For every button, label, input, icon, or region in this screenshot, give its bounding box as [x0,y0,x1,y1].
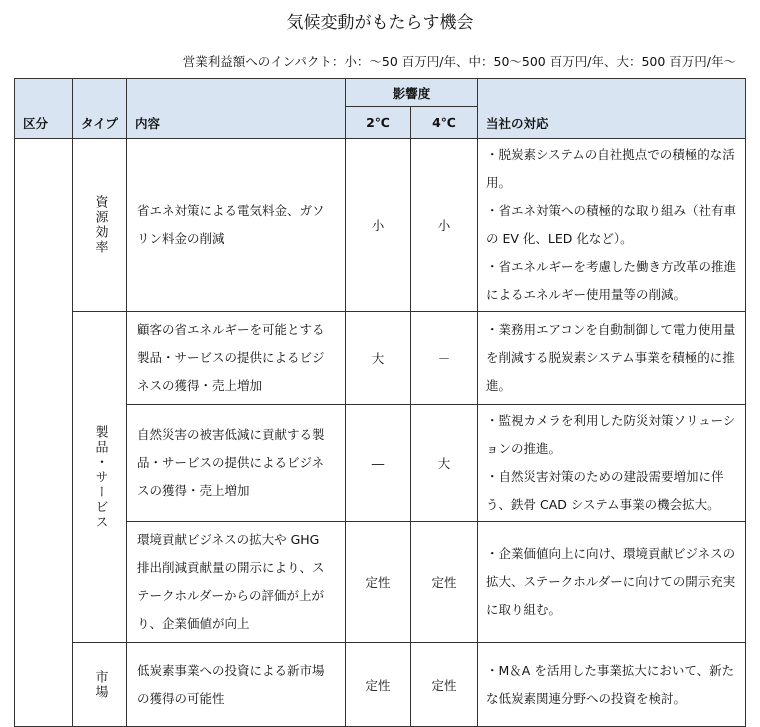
response-item: ・企業価値向上に向け、環境貢献ビジネスの拡大、ステークホルダーに向けての開示充実に取り組む。 [486,546,736,617]
response-cell [478,405,746,522]
content-cell: 自然災害の被害低減に貢献する製品・サービスの提供によるビジネスの獲得・売上増加 [127,405,346,522]
header-impact: 影響度 [346,79,478,107]
type-cell-products [73,312,127,643]
type-label: 製品・サービス [92,424,108,530]
page-title: 気候変動がもたらす機会 [286,13,474,33]
response-item: ・脱炭素システムの自社拠点での積極的な活用。 [486,147,735,190]
response-cell [478,522,746,643]
impact-2c: 定性 [346,643,411,727]
impact-4c: 小 [411,139,478,312]
category-cell [15,139,73,727]
response-cell [478,139,746,312]
content-cell: 環境貢献ビジネスの拡大や GHG 排出削減貢献量の開示により、ステークホルダーからの評価が上がり、企業価値が向上 [127,522,346,643]
impact-2c: 定性 [346,522,411,643]
response-item: ・省エネルギーを考慮した働き方改革の推進によるエネルギー使用量等の削減。 [486,259,737,302]
type-label: 市場 [92,669,108,700]
content-cell: 省エネ対策による電気料金、ガソリン料金の削減 [127,139,346,312]
header-response: 当社の対応 [478,79,746,139]
response-item: ・監視カメラを利用した防災対策ソリューションの推進。 [486,413,736,456]
header-type: タイプ [73,79,127,139]
header-4c: 4℃ [411,107,478,139]
response-item: ・業務用エアコンを自動制御して電力使用量を削減する脱炭素システム事業を積極的に推進。 [486,322,736,393]
response-cell [478,643,746,727]
response-cell [478,312,746,405]
type-label: 資源効率 [92,195,108,255]
response-item: ・自然災害対策のための建設需要増加に伴う、鉄骨 CAD システム事業の機会拡大。 [486,469,724,512]
table-row [15,312,746,405]
impact-4c: 大 [411,405,478,522]
impact-4c: － [411,312,478,405]
type-cell-market [73,643,127,727]
type-cell-resource [73,139,127,312]
header-content: 内容 [127,79,346,139]
impact-2c: ― [346,405,411,522]
response-item: ・M＆A を活用した事業拡大において、新たな低炭素関連分野への投資を検討。 [486,662,735,706]
impact-2c: 大 [346,312,411,405]
impact-4c: 定性 [411,643,478,727]
header-2c: 2℃ [346,107,411,139]
impact-4c: 定性 [411,522,478,643]
response-item: ・省エネ対策への積極的な取り組み（社有車の EV 化、LED 化など）。 [486,203,737,246]
content-cell: 顧客の省エネルギーを可能とする製品・サービスの提供によるビジネスの獲得・売上増加 [127,312,346,405]
impact-2c: 小 [346,139,411,312]
content-cell: 低炭素事業への投資による新市場の獲得の可能性 [127,643,346,727]
table-row [15,643,746,727]
table-row [15,139,746,312]
header-category: 区分 [15,79,73,139]
opportunities-table [14,78,746,727]
impact-legend: 営業利益額へのインパクト：小：～50 百万円/年、中：50～500 百万円/年、大：500 百万円/年～ [182,54,736,69]
